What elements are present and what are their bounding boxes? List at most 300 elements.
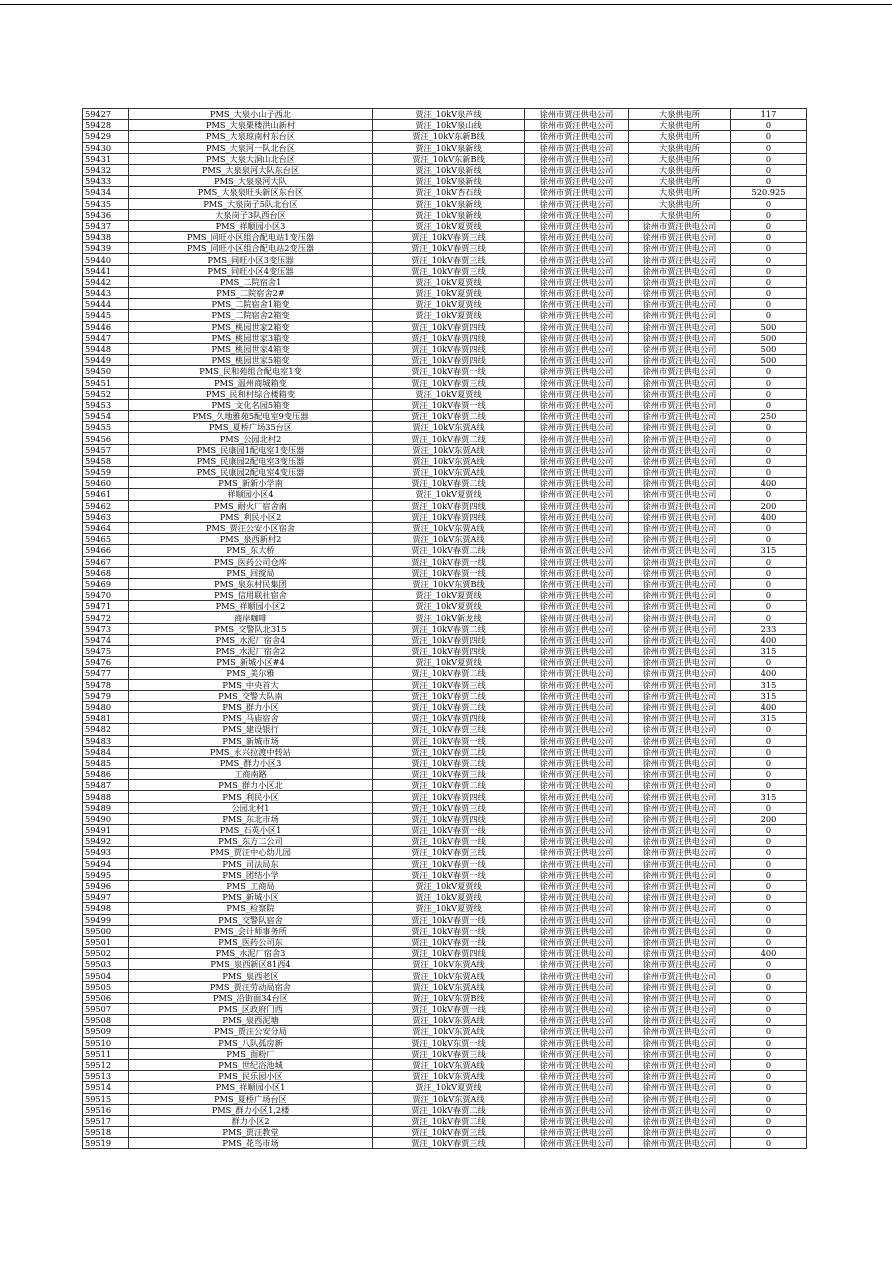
company: 徐州市贾汪供电公司: [525, 1071, 629, 1082]
feeder-line: 贾汪_10kV夏贾线: [373, 892, 525, 903]
table-row: [83, 858, 807, 869]
service-unit: 徐州市贾汪供电公司: [629, 321, 731, 332]
table-row: [83, 668, 807, 679]
service-unit: 徐州市贾汪供电公司: [629, 959, 731, 970]
company: 徐州市贾汪供电公司: [525, 858, 629, 869]
station-name: PMS_泉西新区81西4: [129, 959, 373, 970]
table-row: [83, 1127, 807, 1138]
row-id: 59518: [83, 1127, 129, 1138]
capacity-value: 0: [731, 1004, 807, 1015]
company: 徐州市贾汪供电公司: [525, 735, 629, 746]
feeder-line: 贾汪_10kV夏贾线: [373, 220, 525, 231]
company: 徐州市贾汪供电公司: [525, 578, 629, 589]
company: 徐州市贾汪供电公司: [525, 1138, 629, 1149]
feeder-line: 贾汪_10kV春贾二线: [373, 1104, 525, 1115]
service-unit: 徐州市贾汪供电公司: [629, 1138, 731, 1149]
service-unit: 徐州市贾汪供电公司: [629, 399, 731, 410]
station-name: PMS_祥顺园小区2: [129, 601, 373, 612]
feeder-line: 贾汪_10kV东贾A线: [373, 534, 525, 545]
service-unit: 大泉供电所: [629, 164, 731, 175]
station-name: PMS_同旺小区4变压器: [129, 265, 373, 276]
capacity-value: 0: [731, 847, 807, 858]
company: 徐州市贾汪供电公司: [525, 657, 629, 668]
company: 徐州市贾汪供电公司: [525, 1093, 629, 1104]
feeder-line: 贾汪_10kV春贾二线: [373, 701, 525, 712]
capacity-value: 500: [731, 343, 807, 354]
station-name: PMS_夏桥广场35台区: [129, 422, 373, 433]
row-id: 59507: [83, 1004, 129, 1015]
feeder-line: 贾汪_10kV春贾二线: [373, 545, 525, 556]
capacity-value: 400: [731, 478, 807, 489]
capacity-value: 500: [731, 355, 807, 366]
table-row: [83, 724, 807, 735]
capacity-value: 0: [731, 534, 807, 545]
row-id: 59478: [83, 679, 129, 690]
station-name: PMS_温州商城箱变: [129, 377, 373, 388]
feeder-line: 贾汪_10kV泉新线: [373, 209, 525, 220]
capacity-value: 0: [731, 388, 807, 399]
table-row: [83, 467, 807, 478]
table-row: [83, 713, 807, 724]
feeder-line: 贾汪_10kV春贾四线: [373, 332, 525, 343]
table-row: [83, 679, 807, 690]
row-id: 59446: [83, 321, 129, 332]
company: 徐州市贾汪供电公司: [525, 209, 629, 220]
station-name: PMS_泉西泥塘: [129, 1015, 373, 1026]
capacity-value: 0: [731, 1093, 807, 1104]
feeder-line: 贾汪_10kV春贾二线: [373, 478, 525, 489]
table-row: [83, 366, 807, 377]
table-row: [83, 1059, 807, 1070]
service-unit: 徐州市贾汪供电公司: [629, 1082, 731, 1093]
capacity-value: 233: [731, 623, 807, 634]
station-name: PMS_交警大队南: [129, 690, 373, 701]
feeder-line: 贾汪_10kV杏石线: [373, 187, 525, 198]
company: 徐州市贾汪供电公司: [525, 836, 629, 847]
feeder-line: 贾汪_10kV夏贾线: [373, 590, 525, 601]
capacity-value: 0: [731, 176, 807, 187]
capacity-value: 0: [731, 220, 807, 231]
table-row: [83, 970, 807, 981]
feeder-line: 贾汪_10kV春贾三线: [373, 802, 525, 813]
row-id: 59428: [83, 120, 129, 131]
table-row: [83, 1071, 807, 1082]
capacity-value: 0: [731, 142, 807, 153]
company: 徐州市贾汪供电公司: [525, 590, 629, 601]
feeder-line: 贾汪_10kV春贾四线: [373, 948, 525, 959]
company: 徐州市贾汪供电公司: [525, 948, 629, 959]
service-unit: 大泉供电所: [629, 209, 731, 220]
row-id: 59427: [83, 109, 129, 120]
table-row: [83, 276, 807, 287]
feeder-line: 贾汪_10kV春贾一线: [373, 399, 525, 410]
company: 徐州市贾汪供电公司: [525, 1004, 629, 1015]
table-row: [83, 232, 807, 243]
table-row: [83, 176, 807, 187]
table-row: [83, 187, 807, 198]
station-name: PMS_大泉大洞山北台区: [129, 153, 373, 164]
feeder-line: 贾汪_10kV春贾四线: [373, 791, 525, 802]
table-row: [83, 880, 807, 891]
station-name: PMS_泉西老区: [129, 970, 373, 981]
row-id: 59445: [83, 310, 129, 321]
station-name: PMS_久地雅苑5配电室9变压器: [129, 411, 373, 422]
table-row: [83, 500, 807, 511]
company: 徐州市贾汪供电公司: [525, 601, 629, 612]
service-unit: 徐州市贾汪供电公司: [629, 936, 731, 947]
service-unit: 徐州市贾汪供电公司: [629, 914, 731, 925]
feeder-line: 贾汪_10kV春贾二线: [373, 668, 525, 679]
company: 徐州市贾汪供电公司: [525, 500, 629, 511]
station-name: PMS_群力小区3: [129, 757, 373, 768]
table-row: [83, 131, 807, 142]
service-unit: 徐州市贾汪供电公司: [629, 612, 731, 623]
service-unit: 徐州市贾汪供电公司: [629, 791, 731, 802]
feeder-line: 贾汪_10kV春贾四线: [373, 500, 525, 511]
station-name: PMS_二院宿舍2#: [129, 288, 373, 299]
table-row: [83, 959, 807, 970]
capacity-value: 0: [731, 1071, 807, 1082]
station-name: PMS_桃园世家3箱变: [129, 332, 373, 343]
row-id: 59511: [83, 1048, 129, 1059]
feeder-line: 贾汪_10kV东贾A线: [373, 1093, 525, 1104]
company: 徐州市贾汪供电公司: [525, 377, 629, 388]
capacity-value: 0: [731, 422, 807, 433]
station-name: PMS_医药公司仓库: [129, 556, 373, 567]
company: 徐州市贾汪供电公司: [525, 232, 629, 243]
service-unit: 徐州市贾汪供电公司: [629, 892, 731, 903]
service-unit: 徐州市贾汪供电公司: [629, 1037, 731, 1048]
service-unit: 徐州市贾汪供电公司: [629, 332, 731, 343]
feeder-line: 贾汪_10kV东贾A线: [373, 1059, 525, 1070]
station-name: PMS_交警队北315: [129, 623, 373, 634]
station-name: PMS_会计师事务所: [129, 925, 373, 936]
station-name: PMS_贾汪公安分局: [129, 1026, 373, 1037]
feeder-line: 贾汪_10kV东贾A线: [373, 981, 525, 992]
company: 徐州市贾汪供电公司: [525, 332, 629, 343]
feeder-line: 贾汪_10kV泉新线: [373, 142, 525, 153]
capacity-value: 0: [731, 578, 807, 589]
service-unit: 徐州市贾汪供电公司: [629, 634, 731, 645]
row-id: 59443: [83, 288, 129, 299]
company: 徐州市贾汪供电公司: [525, 399, 629, 410]
table-row: [83, 1026, 807, 1037]
station-name: PMS_回搅局: [129, 567, 373, 578]
station-name: PMS_东北市场: [129, 813, 373, 824]
company: 徐州市贾汪供电公司: [525, 534, 629, 545]
station-name: 祥顺园小区4: [129, 489, 373, 500]
station-name: PMS_大泉河一队北台区: [129, 142, 373, 153]
service-unit: 徐州市贾汪供电公司: [629, 377, 731, 388]
capacity-value: 315: [731, 690, 807, 701]
station-name: PMS_同旺小区组合配电站1变压器: [129, 232, 373, 243]
table-row: [83, 1048, 807, 1059]
company: 徐州市贾汪供电公司: [525, 981, 629, 992]
company: 徐州市贾汪供电公司: [525, 612, 629, 623]
feeder-line: 贾汪_10kV夏贾线: [373, 310, 525, 321]
capacity-value: 500: [731, 332, 807, 343]
row-id: 59461: [83, 489, 129, 500]
row-id: 59442: [83, 276, 129, 287]
table-row: [83, 825, 807, 836]
table-row: [83, 399, 807, 410]
row-id: 59459: [83, 467, 129, 478]
row-id: 59474: [83, 634, 129, 645]
table-row: [83, 109, 807, 120]
service-unit: 徐州市贾汪供电公司: [629, 847, 731, 858]
feeder-line: 贾汪_10kV春贾一线: [373, 869, 525, 880]
capacity-value: 400: [731, 701, 807, 712]
table-row: [83, 388, 807, 399]
company: 徐州市贾汪供电公司: [525, 455, 629, 466]
capacity-value: 0: [731, 232, 807, 243]
capacity-value: 0: [731, 903, 807, 914]
capacity-value: 117: [731, 109, 807, 120]
capacity-value: 0: [731, 858, 807, 869]
feeder-line: 贾汪_10kV春贾二线: [373, 690, 525, 701]
company: 徐州市贾汪供电公司: [525, 176, 629, 187]
feeder-line: 贾汪_10kV春贾三线: [373, 1138, 525, 1149]
station-name: PMS_贾汪劳动局宿舍: [129, 981, 373, 992]
feeder-line: 贾汪_10kV春贾四线: [373, 321, 525, 332]
row-id: 59488: [83, 791, 129, 802]
service-unit: 徐州市贾汪供电公司: [629, 299, 731, 310]
company: 徐州市贾汪供电公司: [525, 903, 629, 914]
company: 徐州市贾汪供电公司: [525, 825, 629, 836]
feeder-line: 贾汪_10kV东新B线: [373, 131, 525, 142]
station-name: PMS_贾汪中心幼儿园: [129, 847, 373, 858]
table-row: [83, 847, 807, 858]
service-unit: 徐州市贾汪供电公司: [629, 769, 731, 780]
service-unit: 徐州市贾汪供电公司: [629, 343, 731, 354]
row-id: 59463: [83, 511, 129, 522]
capacity-value: 0: [731, 1026, 807, 1037]
capacity-value: 315: [731, 646, 807, 657]
capacity-value: 0: [731, 601, 807, 612]
feeder-line: 贾汪_10kV春贾三线: [373, 265, 525, 276]
table-row: [83, 355, 807, 366]
company: 徐州市贾汪供电公司: [525, 925, 629, 936]
company: 徐州市贾汪供电公司: [525, 992, 629, 1003]
station-name: PMS_司法局东: [129, 858, 373, 869]
feeder-line: 贾汪_10kV泉芦线: [373, 109, 525, 120]
service-unit: 徐州市贾汪供电公司: [629, 467, 731, 478]
company: 徐州市贾汪供电公司: [525, 243, 629, 254]
company: 徐州市贾汪供电公司: [525, 1037, 629, 1048]
capacity-value: 200: [731, 813, 807, 824]
capacity-value: 0: [731, 120, 807, 131]
row-id: 59500: [83, 925, 129, 936]
station-name: PMS_民和村综合楼箱变: [129, 388, 373, 399]
row-id: 59494: [83, 858, 129, 869]
row-id: 59492: [83, 836, 129, 847]
row-id: 59439: [83, 243, 129, 254]
service-unit: 徐州市贾汪供电公司: [629, 455, 731, 466]
station-name: PMS_桃园世家2箱变: [129, 321, 373, 332]
station-name: PMS_美尔雅: [129, 668, 373, 679]
row-id: 59441: [83, 265, 129, 276]
capacity-value: 0: [731, 892, 807, 903]
table-row: [83, 981, 807, 992]
feeder-line: 贾汪_10kV东贾B线: [373, 578, 525, 589]
feeder-line: 贾汪_10kV夏贾线: [373, 388, 525, 399]
row-id: 59514: [83, 1082, 129, 1093]
table-row: [83, 321, 807, 332]
station-name: PMS_大泉泉旺头新区东台区: [129, 187, 373, 198]
station-name: PMS_水泥厂宿舍4: [129, 634, 373, 645]
row-id: 59429: [83, 131, 129, 142]
service-unit: 徐州市贾汪供电公司: [629, 590, 731, 601]
station-name: PMS_医药公司东: [129, 936, 373, 947]
feeder-line: 贾汪_10kV东贾A线: [373, 444, 525, 455]
company: 徐州市贾汪供电公司: [525, 198, 629, 209]
row-id: 59469: [83, 578, 129, 589]
feeder-line: 贾汪_10kV泉新线: [373, 164, 525, 175]
company: 徐州市贾汪供电公司: [525, 164, 629, 175]
capacity-value: 0: [731, 399, 807, 410]
company: 徐州市贾汪供电公司: [525, 724, 629, 735]
row-id: 59470: [83, 590, 129, 601]
station-name: PMS_民和苑组合配电室1变: [129, 366, 373, 377]
capacity-value: 0: [731, 567, 807, 578]
feeder-line: 贾汪_10kV夏贾线: [373, 299, 525, 310]
service-unit: 徐州市贾汪供电公司: [629, 433, 731, 444]
row-id: 59490: [83, 813, 129, 824]
capacity-value: 0: [731, 590, 807, 601]
station-name: PMS_新城市场: [129, 735, 373, 746]
capacity-value: 0: [731, 1059, 807, 1070]
service-unit: 徐州市贾汪供电公司: [629, 813, 731, 824]
company: 徐州市贾汪供电公司: [525, 321, 629, 332]
table-row: [83, 590, 807, 601]
station-name: PMS_群力小区: [129, 701, 373, 712]
feeder-line: 贾汪_10kV泉山线: [373, 120, 525, 131]
table-row: [83, 243, 807, 254]
company: 徐州市贾汪供电公司: [525, 634, 629, 645]
station-name: PMS_中央首大: [129, 679, 373, 690]
feeder-line: 贾汪_10kV东贾A线: [373, 959, 525, 970]
table-row: [83, 411, 807, 422]
feeder-line: 贾汪_10kV春贾二线: [373, 780, 525, 791]
service-unit: 大泉供电所: [629, 120, 731, 131]
table-row: [83, 813, 807, 824]
service-unit: 徐州市贾汪供电公司: [629, 1127, 731, 1138]
capacity-value: 315: [731, 545, 807, 556]
row-id: 59437: [83, 220, 129, 231]
service-unit: 徐州市贾汪供电公司: [629, 780, 731, 791]
station-name: PMS_耐火厂宿舍南: [129, 500, 373, 511]
row-id: 59462: [83, 500, 129, 511]
service-unit: 徐州市贾汪供电公司: [629, 232, 731, 243]
feeder-line: 贾汪_10kV春贾二线: [373, 623, 525, 634]
service-unit: 徐州市贾汪供电公司: [629, 925, 731, 936]
table-row: [83, 332, 807, 343]
feeder-line: 贾汪_10kV春贾二线: [373, 433, 525, 444]
row-id: 59440: [83, 254, 129, 265]
service-unit: 徐州市贾汪供电公司: [629, 1026, 731, 1037]
company: 徐州市贾汪供电公司: [525, 623, 629, 634]
company: 徐州市贾汪供电公司: [525, 254, 629, 265]
row-id: 59472: [83, 612, 129, 623]
company: 徐州市贾汪供电公司: [525, 310, 629, 321]
station-name: PMS_世纪浴池城: [129, 1059, 373, 1070]
capacity-value: 0: [731, 433, 807, 444]
row-id: 59450: [83, 366, 129, 377]
table-row: [83, 198, 807, 209]
feeder-line: 贾汪_10kV夏贾线: [373, 601, 525, 612]
feeder-line: 贾汪_10kV春贾二线: [373, 411, 525, 422]
row-id: 59482: [83, 724, 129, 735]
table-row: [83, 578, 807, 589]
service-unit: 大泉供电所: [629, 153, 731, 164]
company: 徐州市贾汪供电公司: [525, 444, 629, 455]
service-unit: 徐州市贾汪供电公司: [629, 243, 731, 254]
capacity-value: 0: [731, 802, 807, 813]
capacity-value: 0: [731, 970, 807, 981]
service-unit: 徐州市贾汪供电公司: [629, 601, 731, 612]
row-id: 59493: [83, 847, 129, 858]
feeder-line: 贾汪_10kV春贾二线: [373, 1115, 525, 1126]
table-row: [83, 612, 807, 623]
station-name: PMS_泉西新村2: [129, 534, 373, 545]
row-id: 59496: [83, 880, 129, 891]
row-id: 59480: [83, 701, 129, 712]
company: 徐州市贾汪供电公司: [525, 869, 629, 880]
row-id: 59484: [83, 746, 129, 757]
capacity-value: 315: [731, 679, 807, 690]
feeder-line: 贾汪_10kV夏贾线: [373, 657, 525, 668]
station-name: PMS_水泥厂宿舍2: [129, 646, 373, 657]
row-id: 59449: [83, 355, 129, 366]
company: 徐州市贾汪供电公司: [525, 489, 629, 500]
station-name: PMS_马庙宿舍: [129, 713, 373, 724]
service-unit: 徐州市贾汪供电公司: [629, 668, 731, 679]
station-name: 工商南路: [129, 769, 373, 780]
table-row: [83, 299, 807, 310]
table-row: [83, 288, 807, 299]
capacity-value: 0: [731, 444, 807, 455]
company: 徐州市贾汪供电公司: [525, 187, 629, 198]
feeder-line: 贾汪_10kV春贾四线: [373, 813, 525, 824]
row-id: 59465: [83, 534, 129, 545]
capacity-value: 0: [731, 657, 807, 668]
table-row: [83, 120, 807, 131]
company: 徐州市贾汪供电公司: [525, 1059, 629, 1070]
service-unit: 徐州市贾汪供电公司: [629, 858, 731, 869]
company: 徐州市贾汪供电公司: [525, 679, 629, 690]
table-row: [83, 478, 807, 489]
service-unit: 徐州市贾汪供电公司: [629, 567, 731, 578]
table-row: [83, 343, 807, 354]
capacity-value: 0: [731, 1037, 807, 1048]
company: 徐州市贾汪供电公司: [525, 1127, 629, 1138]
company: 徐州市贾汪供电公司: [525, 522, 629, 533]
feeder-line: 贾汪_10kV春贾一线: [373, 914, 525, 925]
station-name: PMS_民乐园小区: [129, 1071, 373, 1082]
service-unit: 徐州市贾汪供电公司: [629, 444, 731, 455]
table-row: [83, 1015, 807, 1026]
company: 徐州市贾汪供电公司: [525, 959, 629, 970]
row-id: 59433: [83, 176, 129, 187]
table-row: [83, 914, 807, 925]
company: 徐州市贾汪供电公司: [525, 511, 629, 522]
row-id: 59506: [83, 992, 129, 1003]
table-row: [83, 209, 807, 220]
row-id: 59448: [83, 343, 129, 354]
feeder-line: 贾汪_10kV春贾二线: [373, 757, 525, 768]
row-id: 59497: [83, 892, 129, 903]
table-row: [83, 746, 807, 757]
